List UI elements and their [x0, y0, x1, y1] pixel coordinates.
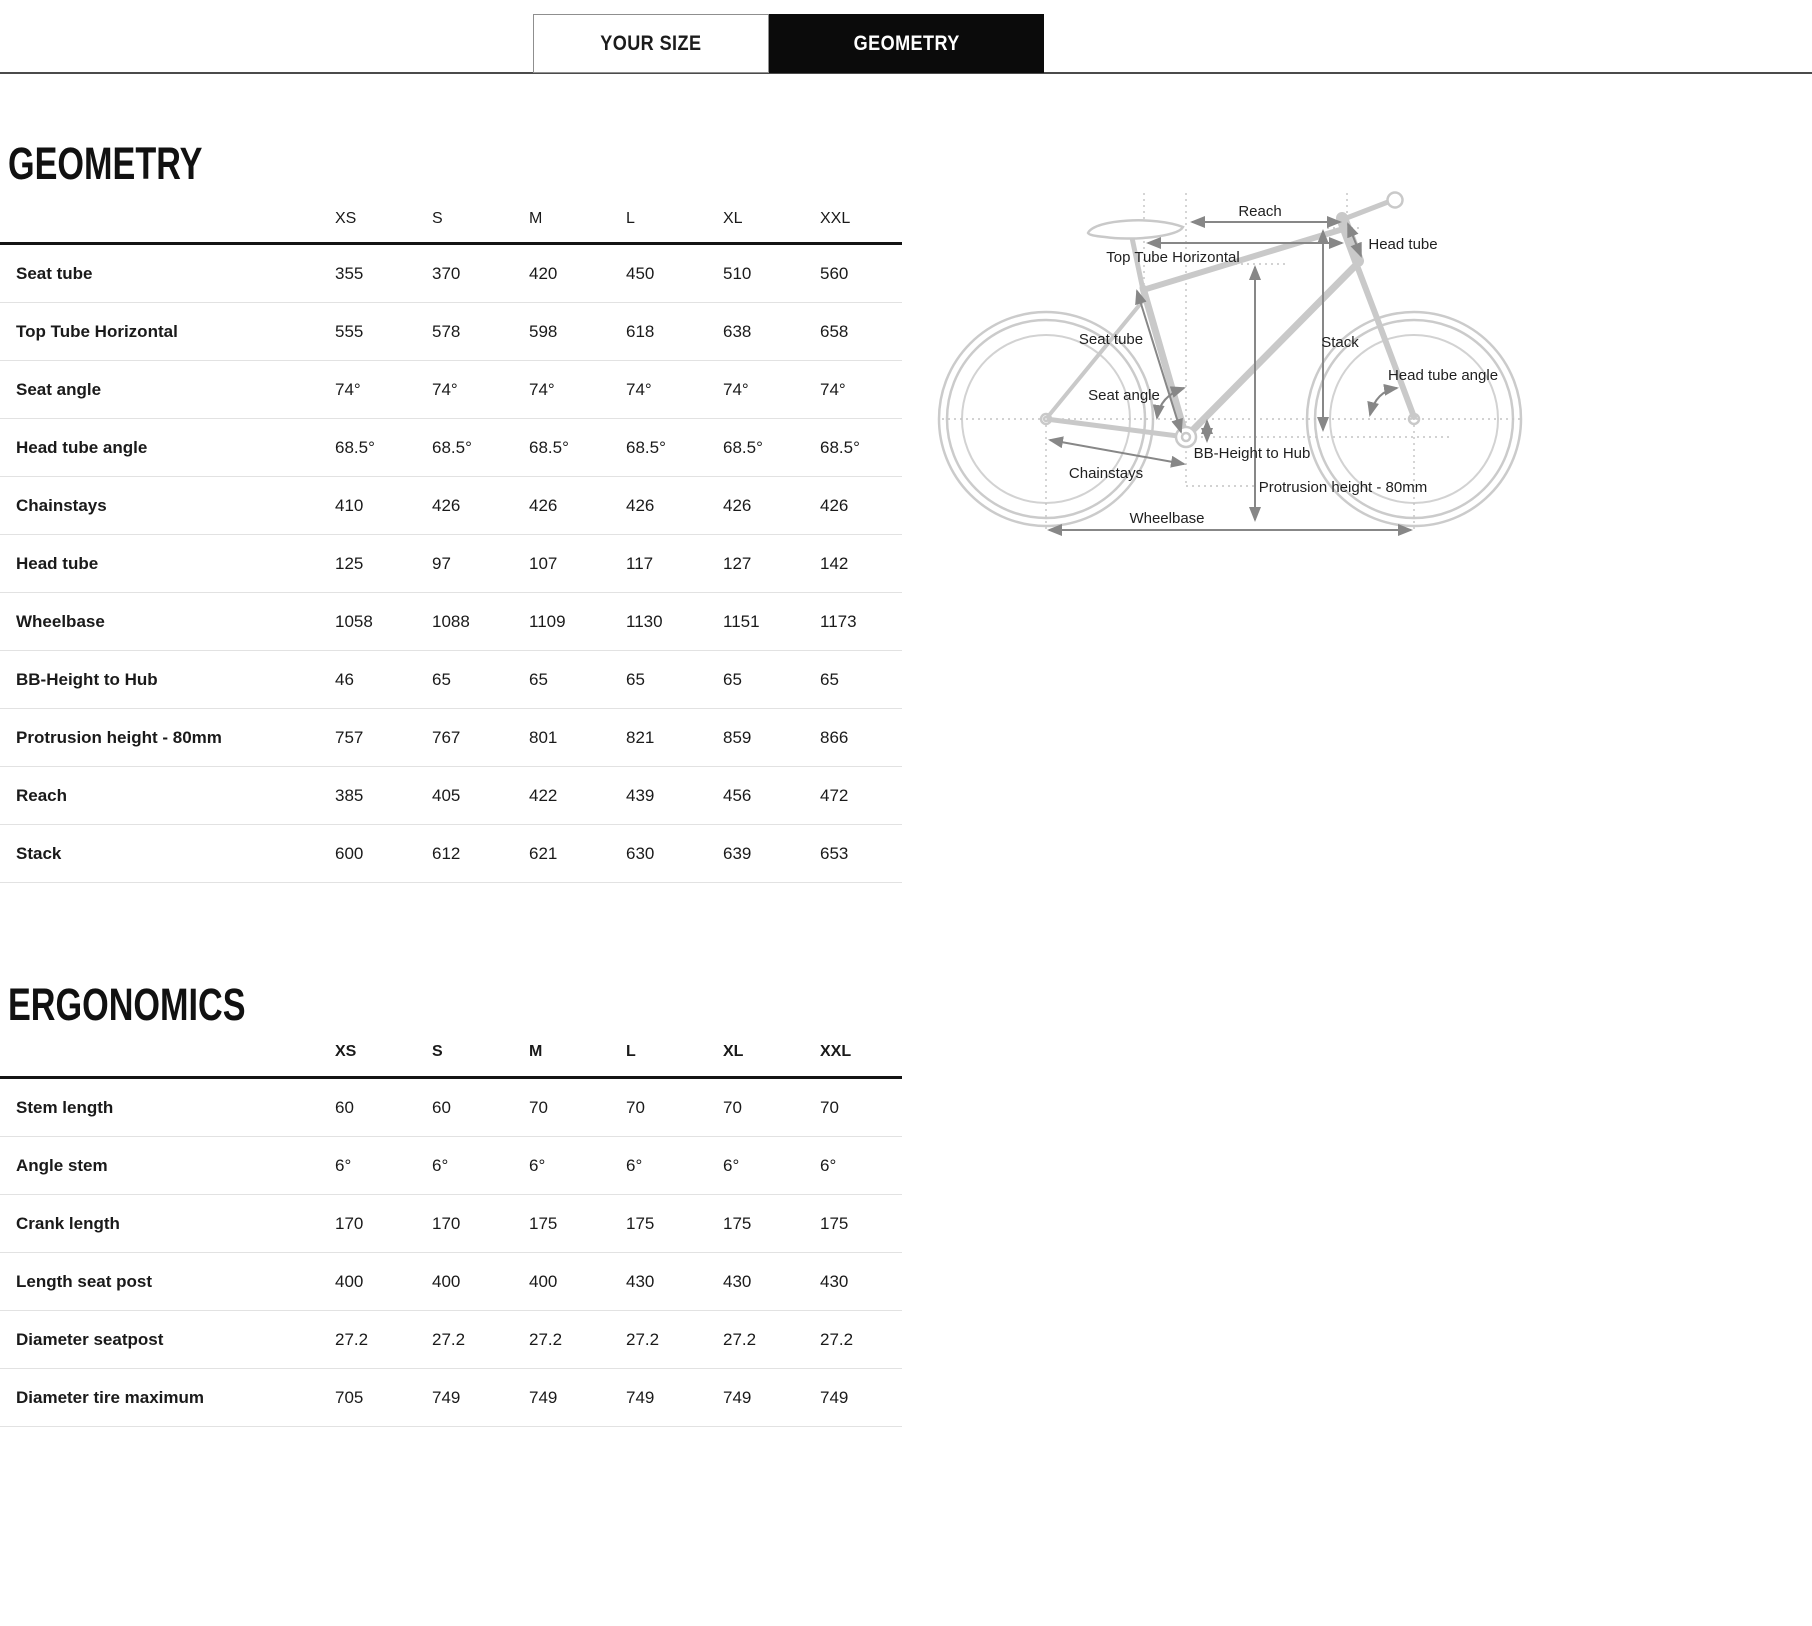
spec-value: 175 [723, 1213, 752, 1233]
spec-row [0, 1369, 902, 1427]
head-tube-shape [1342, 218, 1358, 261]
spec-value: 821 [626, 727, 655, 747]
diagram-label-seat-tube: Seat tube [1078, 331, 1144, 348]
tab-geometry-label: GEOMETRY [853, 31, 960, 55]
spec-value: 1058 [335, 611, 373, 631]
spec-value: 6° [335, 1155, 352, 1175]
spec-value: 578 [432, 321, 461, 341]
spec-value: 621 [529, 843, 558, 863]
spec-value: 430 [723, 1271, 752, 1291]
spec-row [0, 1311, 902, 1369]
spec-value: 175 [626, 1213, 655, 1233]
spec-row-label: Wheelbase [16, 611, 105, 631]
spec-value: 410 [335, 495, 364, 515]
spec-value: 27.2 [723, 1329, 757, 1349]
spec-row-label: Stem length [16, 1097, 114, 1117]
tab-geometry[interactable] [769, 14, 1044, 73]
spec-value: 430 [820, 1271, 849, 1291]
diagram-label-top-tube-horizontal: Top Tube Horizontal [1106, 249, 1240, 266]
spec-value: 426 [432, 495, 461, 515]
spec-value: 70 [626, 1097, 645, 1117]
spec-row [0, 1195, 902, 1253]
spec-value: 65 [626, 669, 645, 689]
spec-value: 170 [432, 1213, 461, 1233]
spec-value: 426 [626, 495, 655, 515]
spec-row-label: Reach [16, 785, 68, 805]
spec-row [0, 361, 902, 419]
spec-value: 749 [529, 1387, 558, 1407]
spec-row-label: Diameter tire maximum [16, 1387, 205, 1407]
spec-value: 97 [432, 553, 451, 573]
spec-value: 170 [335, 1213, 364, 1233]
spec-value: 658 [820, 321, 849, 341]
spec-value: 1088 [432, 611, 470, 631]
spec-row-label: Seat tube [16, 263, 93, 283]
tab-your-size-label: YOUR SIZE [600, 31, 702, 55]
spec-value: 866 [820, 727, 849, 747]
spec-row-label: Top Tube Horizontal [16, 321, 178, 341]
spec-value: 426 [529, 495, 558, 515]
spec-row-label: Length seat post [16, 1271, 153, 1291]
spec-value: 430 [626, 1271, 655, 1291]
spec-row [0, 1137, 902, 1195]
spec-value: 127 [723, 553, 752, 573]
spec-value: 65 [529, 669, 548, 689]
seat-tube-shape [1143, 288, 1186, 437]
spec-value: 400 [529, 1271, 558, 1291]
spec-value: 68.5° [820, 437, 860, 457]
spec-value: 74° [723, 379, 749, 399]
size-column-header: S [417, 195, 514, 244]
size-header-row [0, 195, 902, 244]
spec-row [0, 1078, 902, 1137]
spec-value: 426 [723, 495, 752, 515]
spec-value: 420 [529, 263, 558, 283]
spec-value: 68.5° [432, 437, 472, 457]
spec-value: 107 [529, 553, 558, 573]
spec-row-label: BB-Height to Hub [16, 669, 158, 689]
spec-value: 400 [335, 1271, 364, 1291]
spec-value: 46 [335, 669, 354, 689]
spec-value: 749 [626, 1387, 655, 1407]
ergonomics-section-title: ERGONOMICS [8, 979, 246, 1031]
spec-value: 400 [432, 1271, 461, 1291]
spec-row [0, 767, 902, 825]
spec-value: 70 [820, 1097, 839, 1117]
spec-row [0, 419, 902, 477]
spec-value: 422 [529, 785, 558, 805]
spec-value: 600 [335, 843, 364, 863]
size-column-header: M [514, 1028, 611, 1078]
spec-value: 630 [626, 843, 655, 863]
spec-value: 68.5° [723, 437, 763, 457]
spec-value: 27.2 [529, 1329, 563, 1349]
spec-row-label: Head tube angle [16, 437, 148, 457]
spec-value: 1130 [626, 611, 663, 631]
spec-value: 705 [335, 1387, 364, 1407]
spec-value: 1151 [723, 611, 760, 631]
spec-value: 74° [820, 379, 846, 399]
spec-value: 1109 [529, 611, 566, 631]
size-header-row [0, 1028, 902, 1078]
spec-value: 355 [335, 263, 364, 283]
tab-your-size[interactable] [533, 14, 769, 73]
spec-row [0, 535, 902, 593]
spec-value: 426 [820, 495, 849, 515]
spec-row-label: Head tube [16, 553, 99, 573]
spec-value: 653 [820, 843, 849, 863]
spec-value: 510 [723, 263, 752, 283]
spec-value: 6° [626, 1155, 643, 1175]
spec-value: 1173 [820, 611, 857, 631]
diagram-label-reach: Reach [1238, 203, 1282, 220]
spec-value: 27.2 [335, 1329, 369, 1349]
spec-value: 749 [820, 1387, 849, 1407]
spec-value: 638 [723, 321, 752, 341]
head-tube-angle-arc [1370, 388, 1397, 415]
geometry-section-title: GEOMETRY [8, 138, 203, 190]
size-column-header: XL [708, 1028, 805, 1078]
spec-row-label: Angle stem [16, 1155, 108, 1175]
spec-value: 74° [335, 379, 361, 399]
spec-value: 175 [529, 1213, 558, 1233]
spec-value: 618 [626, 321, 655, 341]
spec-value: 68.5° [335, 437, 375, 457]
chainstays-arrow [1050, 440, 1184, 464]
spec-value: 27.2 [820, 1329, 854, 1349]
stem-shape [1344, 202, 1388, 219]
spec-value: 65 [432, 669, 451, 689]
empty-header-cell [0, 195, 320, 244]
spec-value: 125 [335, 553, 364, 573]
diagram-label-protrusion-height: Protrusion height - 80mm [1258, 479, 1428, 496]
ergonomics-table [0, 1028, 902, 1427]
size-column-header: XS [320, 195, 417, 244]
spec-value: 456 [723, 785, 752, 805]
size-column-header: S [417, 1028, 514, 1078]
spec-value: 450 [626, 263, 655, 283]
spec-value: 6° [529, 1155, 546, 1175]
spec-value: 749 [723, 1387, 752, 1407]
spec-value: 6° [432, 1155, 449, 1175]
size-column-header: XS [320, 1028, 417, 1078]
spec-row [0, 244, 902, 303]
spec-value: 65 [820, 669, 839, 689]
spec-value: 60 [432, 1097, 451, 1117]
handlebar-grip [1388, 193, 1403, 208]
spec-value: 859 [723, 727, 752, 747]
bike-geometry-diagram [890, 185, 1560, 565]
spec-value: 68.5° [529, 437, 569, 457]
spec-value: 74° [529, 379, 555, 399]
chainstay-tube [1046, 419, 1186, 437]
spec-row-label: Seat angle [16, 379, 102, 399]
size-column-header: L [611, 195, 708, 244]
spec-value: 749 [432, 1387, 461, 1407]
spec-row-label: Protrusion height - 80mm [16, 727, 222, 747]
spec-value: 767 [432, 727, 461, 747]
spec-value: 560 [820, 263, 849, 283]
size-column-header: XXL [805, 195, 902, 244]
spec-value: 74° [432, 379, 458, 399]
spec-value: 70 [723, 1097, 742, 1117]
size-column-header: XXL [805, 1028, 902, 1078]
spec-value: 74° [626, 379, 652, 399]
spec-row [0, 1253, 902, 1311]
fork-shape [1356, 263, 1414, 417]
spec-value: 439 [626, 785, 655, 805]
spec-value: 175 [820, 1213, 849, 1233]
size-column-header: L [611, 1028, 708, 1078]
spec-row-label: Stack [16, 843, 62, 863]
saddle-shape [1088, 220, 1183, 238]
spec-value: 60 [335, 1097, 354, 1117]
spec-value: 27.2 [626, 1329, 660, 1349]
spec-value: 405 [432, 785, 461, 805]
spec-value: 27.2 [432, 1329, 466, 1349]
spec-value: 6° [723, 1155, 740, 1175]
geometry-table [0, 195, 902, 883]
spec-value: 117 [626, 553, 654, 573]
spec-value: 142 [820, 553, 849, 573]
spec-value: 65 [723, 669, 742, 689]
spec-row [0, 651, 902, 709]
spec-row [0, 593, 902, 651]
diagram-label-wheelbase: Wheelbase [1129, 510, 1205, 527]
spec-value: 472 [820, 785, 849, 805]
spec-value: 612 [432, 843, 461, 863]
spec-value: 555 [335, 321, 364, 341]
spec-value: 6° [820, 1155, 837, 1175]
size-column-header: XL [708, 195, 805, 244]
diagram-label-head-tube: Head tube [1368, 236, 1438, 253]
spec-value: 70 [529, 1097, 548, 1117]
spec-row [0, 709, 902, 767]
spec-value: 639 [723, 843, 752, 863]
spec-value: 801 [529, 727, 558, 747]
spec-value: 598 [529, 321, 558, 341]
diagram-label-head-tube-angle: Head tube angle [1387, 367, 1499, 384]
spec-value: 385 [335, 785, 364, 805]
bike-frame [1044, 193, 1414, 448]
diagram-labels [1069, 203, 1498, 527]
empty-header-cell [0, 1028, 320, 1078]
diagram-label-stack: Stack [1321, 334, 1359, 351]
size-column-header: M [514, 195, 611, 244]
diagram-label-seat-angle: Seat angle [1088, 387, 1160, 404]
spec-value: 68.5° [626, 437, 666, 457]
spec-row [0, 303, 902, 361]
spec-value: 370 [432, 263, 461, 283]
spec-value: 757 [335, 727, 364, 747]
spec-row-label: Diameter seatpost [16, 1329, 164, 1349]
diagram-label-chainstays: Chainstays [1068, 465, 1144, 482]
diagram-label-bb-height-to-hub: BB-Height to Hub [1193, 445, 1311, 462]
spec-row-label: Crank length [16, 1213, 120, 1233]
spec-row-label: Chainstays [16, 495, 107, 515]
spec-row [0, 825, 902, 883]
spec-row [0, 477, 902, 535]
